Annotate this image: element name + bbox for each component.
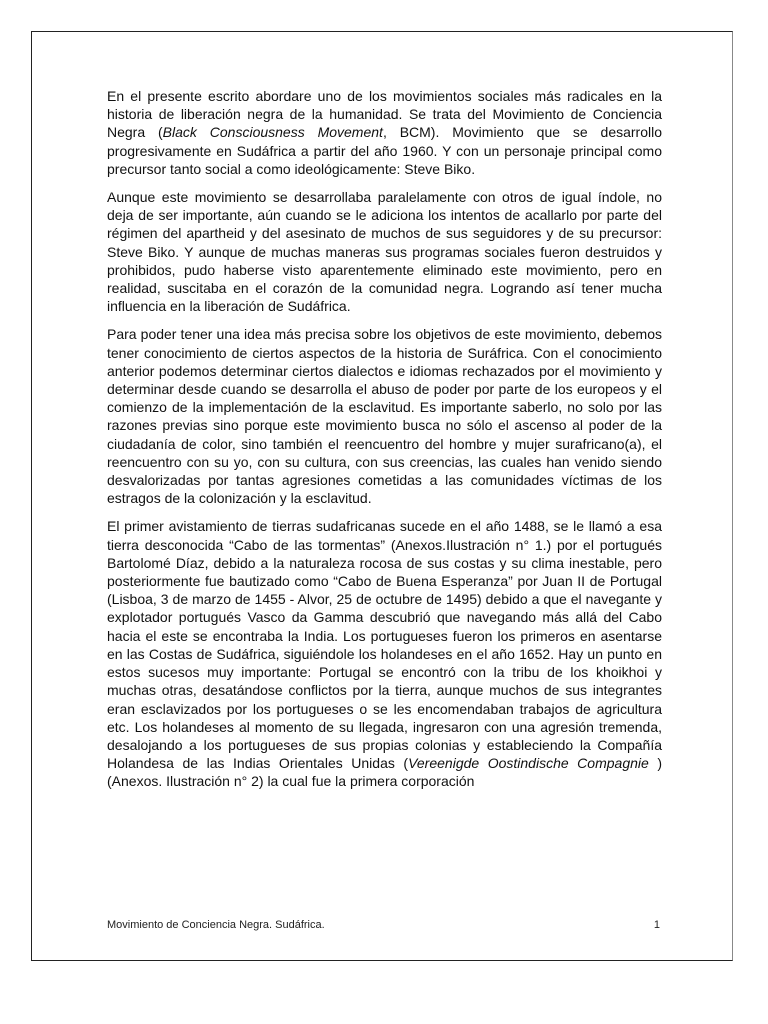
italic-term: Vereenigde Oostindische Compagnie <box>408 755 649 772</box>
page-number: 1 <box>653 919 660 931</box>
page-footer <box>107 918 662 932</box>
paragraph-2: Aunque este movimiento se desarrollaba paralelamente con otros de igual índole, no deja de ser importante, aún cuando se le adiciona los intentos de acallarlo por parte del régimen del apartheid y del asesinato de muchos de sus seguidores y de su precursor: Steve Biko. Y aunque de muchas maneras sus programas sociales fueron destruidos y prohibidos, pudo haberse visto aparentemente eliminado este movimiento, pero en realidad, suscitaba en el corazón de la comunidad negra. Logrando así tener mucha influencia en la liberación de Sudáfrica. <box>107 189 662 315</box>
paragraph-4: El primer avistamiento de tierras sudafricanas sucede en el año 1488, se le llamó a esa tierra desconocida “Cabo de las tormentas” (Anexos.Ilustración n° 1.) por el portugués Bartolomé Díaz, debido a la naturaleza rocosa de sus costas y su clima inestable, pero posteriormente fue bautizado como “Cabo de Buena Esperanza” por Juan II de Portugal (Lisboa, 3 de marzo de 1455 - Alvor, 25 de octubre de 1495) debido a que el navegante y explotador portugués Vasco da Gamma descubrió que navegando más allá del Cabo hacia el este se encontraba la India. Los portugueses fueron los primeros en asentarse en las Costas de Sudáfrica, siguiéndole los holandeses en el año 1652. Hay un punto en estos sucesos muy importante: Portugal se encontró con la tribu de los khoikhoi y muchas otras, desatándose conflictos por la tierra, aunque muchos de sus integrantes eran esclavizados por los portugueses o se les encomendaban trabajos de agricultura etc. Los holandeses al momento de su llegada, ingresaron con una agresión tremenda, desalojando a los portugueses de sus propias colonias y estableciendo la Compañía Holandesa de las Indias Orientales Unidas (Vereenigde Oostindische Compagnie ) (Anexos. Ilustración n° 2) la cual fue la primera corporación <box>107 518 663 790</box>
paragraph-3: Para poder tener una idea más precisa sobre los objetivos de este movimiento, debemos tener conocimiento de ciertos aspectos de la historia de Suráfrica. Con el conocimiento anterior podemos determinar ciertos dialectos e idiomas rechazados por el movimiento y determinar desde cuando se desarrolla el abuso de poder por parte de los europeos y el comienzo de la implementación de la esclavitud. Es importante saberlo, no solo por las razones previas sino porque este movimiento busca no sólo el ascenso al poder de la ciudadanía de color, sino también el reencuentro del hombre y mujer surafricano(a), el reencuentro con su yo, con su cultura, con sus creencias, las cuales han venido siendo desvalorizadas por tantas agresiones cometidas a las comunidades víctimas de los estragos de la colonización y la esclavitud. <box>107 326 662 507</box>
paragraph-1: En el presente escrito abordare uno de los movimientos sociales más radicales en la historia de liberación negra de la humanidad. Se trata del Movimiento de Conciencia Negra (Black Consciousness Movement, BCM). Movimiento que se desarrollo progresivamente en Sudáfrica a partir del año 1960. Y con un personaje principal como precursor tanto social a como ideológicamente: Steve Biko. <box>107 88 663 177</box>
footer-title: Movimiento de Conciencia Negra. Sudáfrica. <box>107 919 325 931</box>
document-body <box>107 87 662 801</box>
italic-term: Black Consciousness Movement <box>162 124 383 141</box>
